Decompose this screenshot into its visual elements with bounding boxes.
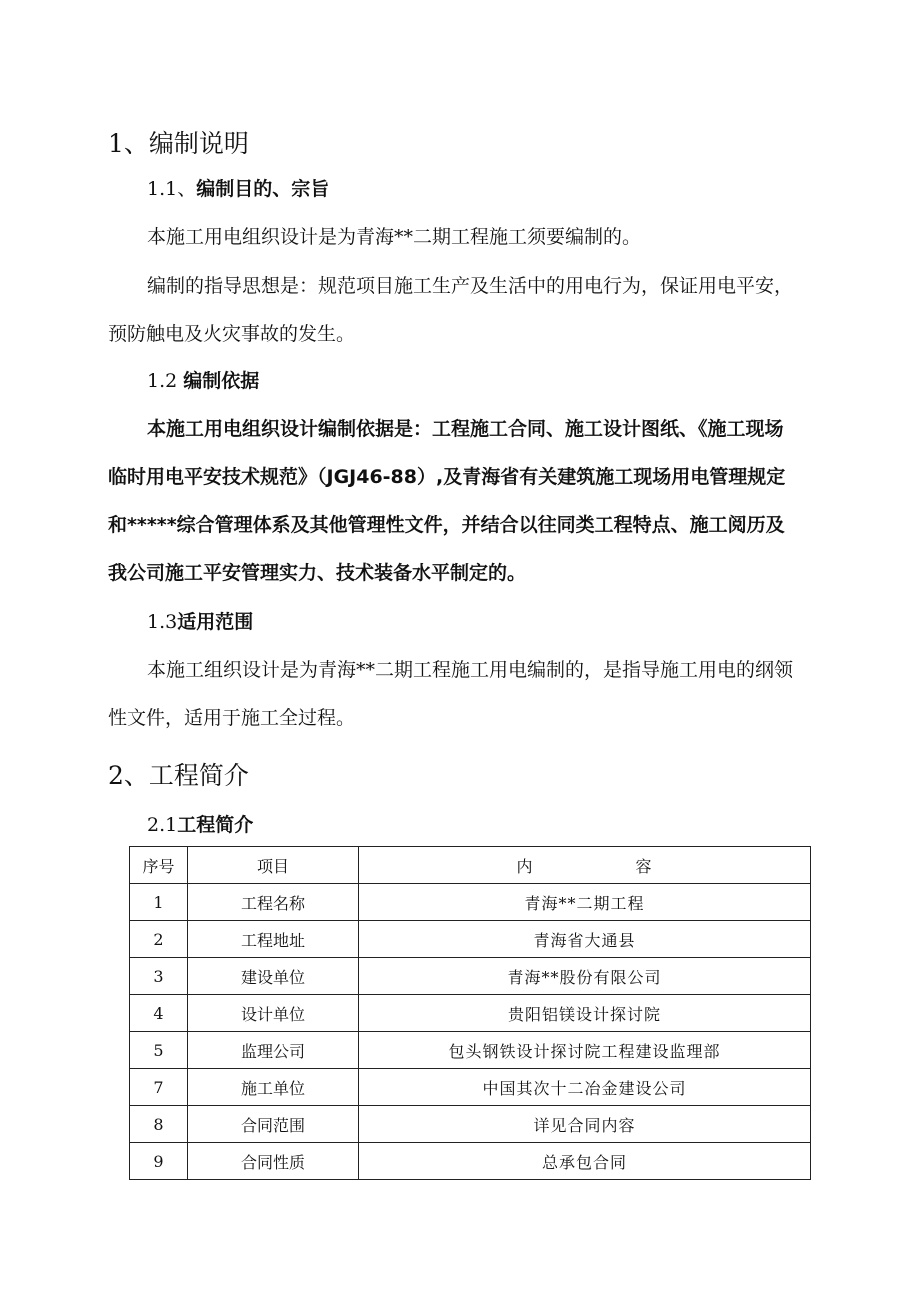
- cell-serial: 4: [130, 995, 188, 1032]
- cell-item: 合同范围: [188, 1106, 359, 1143]
- cell-content: 贵阳铝镁设计探讨院: [359, 995, 811, 1032]
- cell-item: 工程名称: [188, 884, 359, 921]
- header-content: 内 容: [359, 847, 811, 884]
- subsection-1-1-heading: [147, 174, 329, 201]
- subsection-1-3-number: 1.3: [147, 611, 178, 633]
- header-item: 项目: [188, 847, 359, 884]
- subsection-2-1-heading: [147, 810, 253, 837]
- cell-item: 建设单位: [188, 958, 359, 995]
- cell-item: 监理公司: [188, 1032, 359, 1069]
- basis-paragraph-line-1: 本施工用电组织设计编制依据是：工程施工合同、施工设计图纸、《施工现场: [147, 418, 784, 440]
- table-row: [130, 921, 811, 958]
- cell-item: 设计单位: [188, 995, 359, 1032]
- cell-content: 青海省大通县: [359, 921, 811, 958]
- subsection-1-3-label: 适用范围: [177, 611, 254, 633]
- subsection-1-2-label: 编制依据: [183, 370, 260, 392]
- table-row: [130, 1106, 811, 1143]
- header-serial: 序号: [130, 847, 188, 884]
- section-2-heading: 2、工程简介: [108, 761, 249, 790]
- cell-content: 青海**股份有限公司: [359, 958, 811, 995]
- cell-item: 合同性质: [188, 1143, 359, 1180]
- table-row: [130, 1032, 811, 1069]
- cell-content: 总承包合同: [359, 1143, 811, 1180]
- section-1-heading: 1、编制说明: [108, 129, 249, 158]
- basis-paragraph-line-3: 和*****综合管理体系及其他管理性文件，并结合以往同类工程特点、施工阅历及: [108, 514, 785, 536]
- table-row: [130, 958, 811, 995]
- purpose-paragraph: 本施工用电组织设计是为青海**二期工程施工须要编制的。: [147, 226, 642, 248]
- table-row: [130, 1143, 811, 1180]
- table-row: [130, 995, 811, 1032]
- cell-item: 工程地址: [188, 921, 359, 958]
- basis-paragraph-line-4: 我公司施工平安管理实力、技术装备水平制定的。: [108, 562, 527, 584]
- project-info-table: [129, 846, 811, 1180]
- subsection-1-1-number: 1.1、: [147, 178, 197, 200]
- cell-content: 详见合同内容: [359, 1106, 811, 1143]
- cell-serial: 3: [130, 958, 188, 995]
- table-row: [130, 884, 811, 921]
- guideline-paragraph-line-2: 预防触电及火灾事故的发生。: [108, 323, 356, 345]
- cell-serial: 9: [130, 1143, 188, 1180]
- cell-serial: 7: [130, 1069, 188, 1106]
- cell-content: 青海**二期工程: [359, 884, 811, 921]
- subsection-1-2-heading: [147, 366, 259, 393]
- subsection-2-1-label: 工程简介: [177, 814, 254, 836]
- cell-serial: 5: [130, 1032, 188, 1069]
- scope-paragraph-line-2: 性文件，适用于施工全过程。: [108, 707, 356, 729]
- cell-content: 中国其次十二冶金建设公司: [359, 1069, 811, 1106]
- basis-paragraph-line-2: 临时用电平安技术规范》（JGJ46-88）,及青海省有关建筑施工现场用电管理规定: [108, 466, 786, 488]
- cell-serial: 8: [130, 1106, 188, 1143]
- scope-paragraph-line-1: 本施工组织设计是为青海**二期工程施工用电编制的，是指导施工用电的纲领: [147, 659, 794, 681]
- table-header-row: [130, 847, 811, 884]
- subsection-1-1-label: 编制目的、宗旨: [196, 178, 330, 200]
- cell-serial: 1: [130, 884, 188, 921]
- subsection-1-2-number: 1.2: [147, 370, 178, 392]
- cell-content: 包头钢铁设计探讨院工程建设监理部: [359, 1032, 811, 1069]
- table-row: [130, 1069, 811, 1106]
- cell-serial: 2: [130, 921, 188, 958]
- subsection-1-3-heading: [147, 607, 253, 634]
- subsection-2-1-number: 2.1: [147, 814, 178, 836]
- guideline-paragraph-line-1: 编制的指导思想是：规范项目施工生产及生活中的用电行为，保证用电平安，: [147, 275, 794, 297]
- cell-item: 施工单位: [188, 1069, 359, 1106]
